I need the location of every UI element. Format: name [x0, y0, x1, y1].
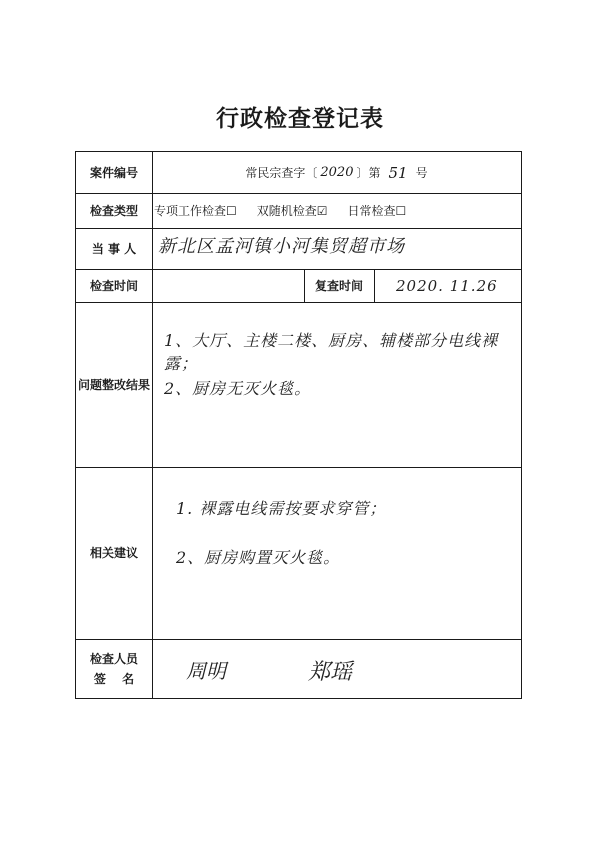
party-label: 当 事 人 [91, 241, 137, 256]
check-type-options [152, 193, 521, 228]
label-column-divider [152, 152, 153, 698]
party-value: 新北区孟河镇小河集贸超市场 [158, 236, 405, 257]
inspection-form-table [75, 151, 522, 699]
check-time-label: 检查时间 [89, 278, 138, 293]
page-title: 行政检查登记表 [216, 105, 384, 132]
case-no-number: 51 [388, 163, 408, 182]
suggestions-label: 相关建议 [89, 546, 138, 560]
case-no-prefix: 常民宗查字〔 [245, 166, 318, 180]
check-type-special-checkbox[interactable]: 专项工作检查☐ [154, 204, 237, 218]
inspector-signature-1: 周明 [186, 659, 226, 683]
case-no-year: 2020 [320, 165, 354, 180]
suggestion-item-1: 1. 裸露电线需按要求穿管； [176, 499, 387, 518]
check-type-random-checkbox[interactable]: 双随机检查☑ [256, 204, 328, 218]
inspector-signature-2: 郑瑶 [308, 660, 353, 685]
inspectors-label-line2: 签 名 [93, 671, 135, 686]
problem-item-1: 1、大厅、主楼二楼、厨房、辅楼部分电线裸露； [164, 331, 499, 373]
check-type-routine-checkbox[interactable]: 日常检查☐ [347, 204, 407, 218]
time-column-divider [374, 269, 375, 302]
case-no-suffix: 号 [415, 166, 428, 180]
problems-label: 问题整改结果 [77, 377, 150, 392]
recheck-time-value: 2020. 11.26 [396, 277, 498, 295]
suggestion-item-2: 2、厨房购置灭火毯。 [176, 548, 341, 567]
case-no-value [152, 152, 521, 193]
recheck-time-label: 复查时间 [314, 279, 363, 293]
inspectors-label [76, 639, 152, 698]
check-type-label: 检查类型 [89, 203, 138, 218]
inspectors-label-line1: 检查人员 [89, 651, 138, 666]
case-no-middle: 〕第 [356, 166, 381, 180]
problem-item-2: 2、厨房无灭火毯。 [164, 379, 312, 398]
case-no-label: 案件编号 [89, 165, 138, 180]
